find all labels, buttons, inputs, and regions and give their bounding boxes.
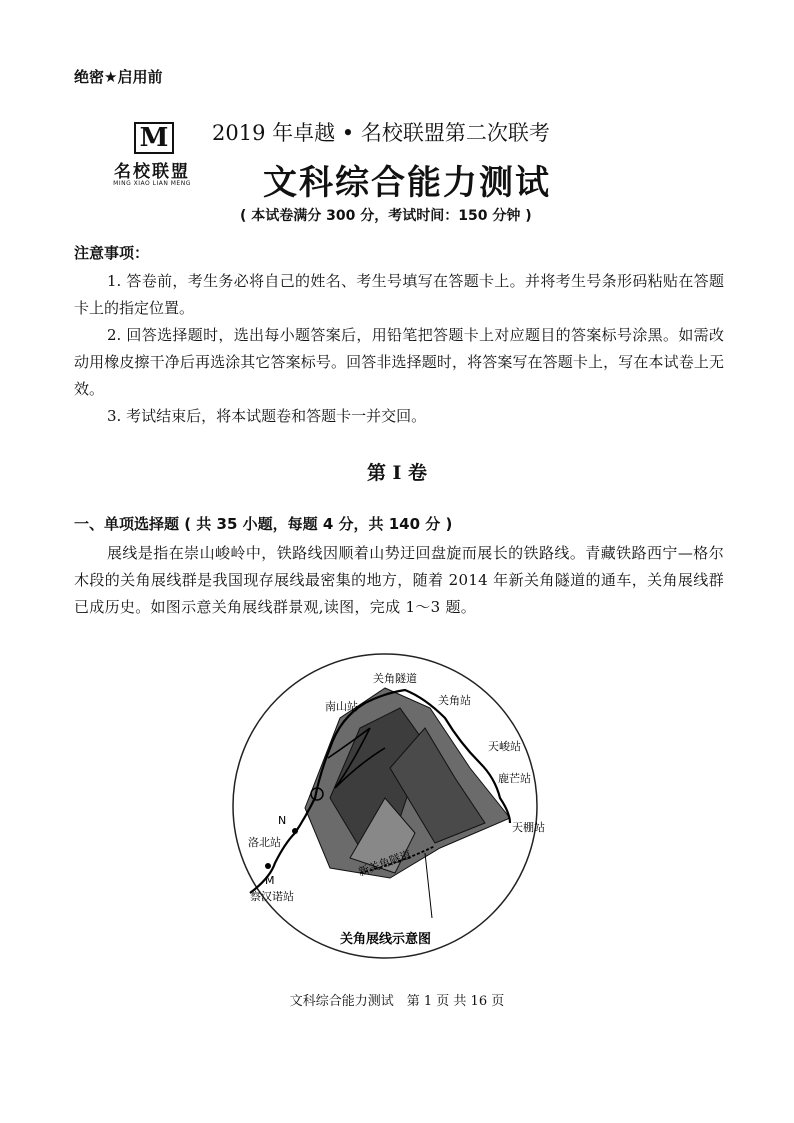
label-guanjiao-station: 关角站 (438, 694, 471, 707)
notice-item: 2. 回答选择题时，选出每小题答案后，用铅笔把答题卡上对应题目的答案标号涂黑。如需改动用橡皮擦干净后再选涂其它答案标号。回答非选择题时，将答案写在答题卡上，写在本试卷上无效。 (74, 326, 724, 398)
label-point-m: M (265, 874, 275, 887)
confidential-label: 绝密★启用前 (74, 68, 163, 86)
page-footer: 文科综合能力测试 第 1 页 共 16 页 (289, 994, 505, 1009)
map-caption: 关角展线示意图 (340, 932, 432, 947)
logo-name: 名校联盟 (114, 162, 190, 182)
point-m-marker (265, 863, 271, 869)
notice-item: 3. 考试结束后，将本试题卷和答题卡一并交回。 (107, 407, 427, 425)
label-point-n: N (278, 814, 287, 827)
subject-title: 文科综合能力测试 (263, 163, 551, 203)
exam-note: ( 本试卷满分 300 分，考试时间：150 分钟 ) (240, 208, 532, 224)
logo-name-en: MING XIAO LIAN MENG (113, 180, 191, 187)
notice-heading: 注意事项： (74, 244, 150, 262)
label-lumang-station: 鹿芒站 (498, 772, 531, 785)
exam-title: 2019 年卓越 • 名校联盟第二次联考 (212, 121, 550, 145)
volume-heading: 第 I 卷 (366, 462, 428, 484)
label-tianpeng-station: 天棚站 (512, 821, 545, 834)
section-heading: 一、单项选择题 ( 共 35 小题，每题 4 分，共 140 分 ) (74, 515, 453, 533)
label-tunnel-top: 关角隧道 (373, 672, 417, 685)
label-new-tunnel: 新关角隧道 (356, 847, 413, 879)
logo-emblem: M (134, 122, 174, 154)
label-luobei-station: 洛北站 (248, 836, 281, 849)
railway-map-figure (210, 648, 560, 978)
label-nanshan-station: 南山站 (325, 700, 358, 713)
label-chahan-station: 察汉诺站 (250, 890, 294, 903)
notice-item: 1. 答卷前，考生务必将自己的姓名、考生号填写在答题卡上。并将考生号条形码粘贴在答题卡上的指定位置。 (74, 272, 724, 317)
question-intro: 展线是指在崇山峻岭中，铁路线因顺着山势迂回盘旋而展长的铁路线。青藏铁路西宁—格尔木段的关角展线群是我国现存展线最密集的地方，随着 2014 年新关角隧道的通车，关角展线群已成历史。如图示意关角展线群景观,读图，完成 1～3 题。 (74, 544, 724, 616)
label-tianjun-station: 天峻站 (488, 740, 521, 753)
point-n-marker (292, 828, 298, 834)
